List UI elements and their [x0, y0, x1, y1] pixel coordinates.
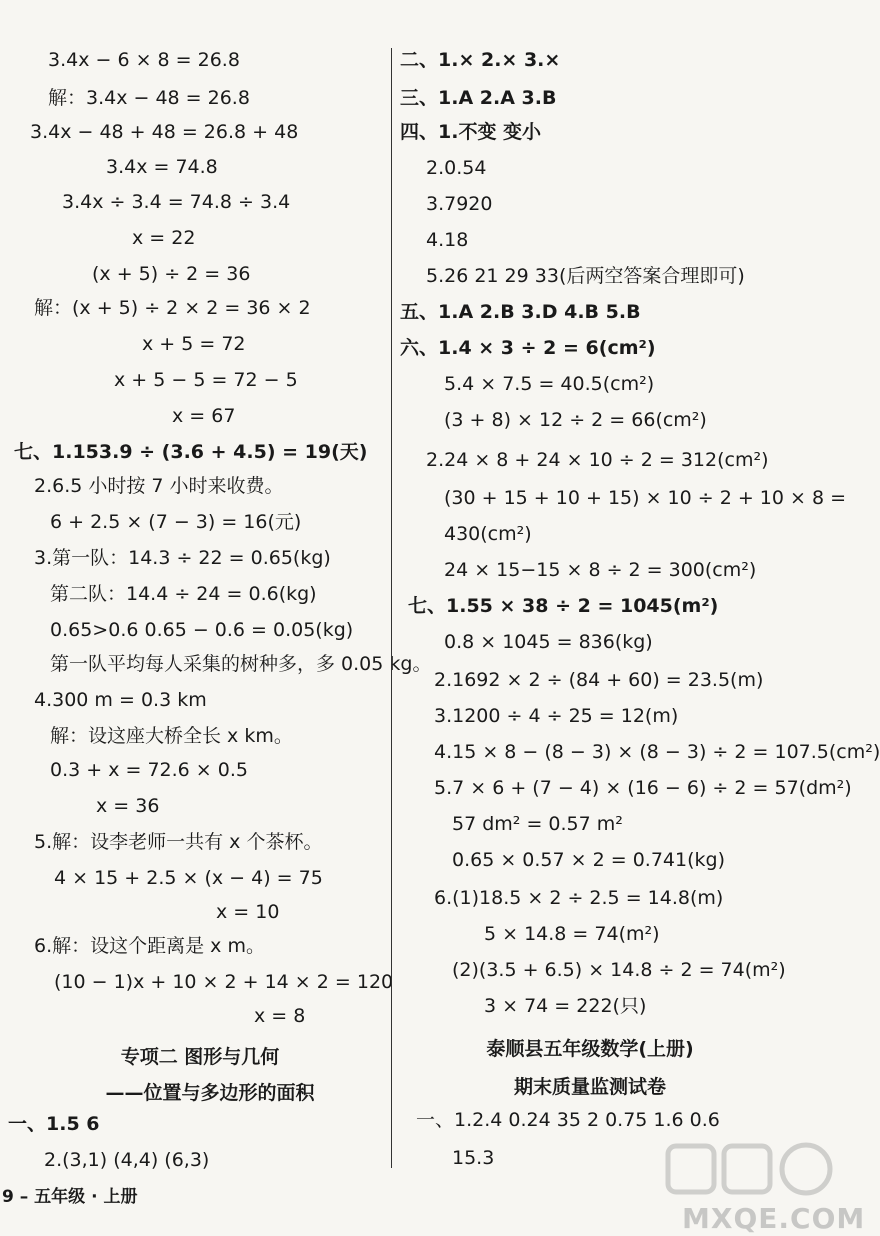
- right-line-8: 五、1.A 2.B 3.D 4.B 5.B: [400, 301, 641, 323]
- left-line-10: x + 5 − 5 = 72 − 5: [114, 369, 298, 391]
- left-line-11: x = 67: [172, 405, 236, 427]
- left-line-26: 6.解：设这个距离是 x m。: [34, 935, 265, 957]
- right-line-14: 430(cm²): [444, 523, 532, 545]
- left-line-25: x = 10: [216, 901, 280, 923]
- left-line-4: 3.4x = 74.8: [106, 156, 218, 178]
- right-line-10: 5.4 × 7.5 = 40.5(cm²): [444, 373, 655, 395]
- left-line-23: 5.解：设李老师一共有 x 个茶杯。: [34, 831, 323, 853]
- right-line-6: 4.18: [426, 229, 469, 251]
- right-line-15: 24 × 15−15 × 8 ÷ 2 = 300(cm²): [444, 559, 757, 581]
- right-line-2: 三、1.A 2.A 3.B: [400, 87, 557, 109]
- right-line-9: 六、1.4 × 3 ÷ 2 = 6(cm²): [400, 337, 656, 359]
- right-line-24: 6.(1)18.5 × 2 ÷ 2.5 = 14.8(m): [434, 887, 724, 909]
- left-line-13: 2.6.5 小时按 7 小时来收费。: [34, 475, 284, 497]
- exam-title: 泰顺县五年级数学(上册): [486, 1038, 694, 1060]
- left-line-16: 第二队：14.4 ÷ 24 = 0.6(kg): [50, 583, 317, 605]
- right-line-5: 3.7920: [426, 193, 493, 215]
- right-line-17: 0.8 × 1045 = 836(kg): [444, 631, 653, 653]
- right-line-25: 5 × 14.8 = 74(m²): [484, 923, 660, 945]
- left-line-5: 3.4x ÷ 3.4 = 74.8 ÷ 3.4: [62, 191, 291, 213]
- left-tail-line-1: 一、1.5 6: [8, 1113, 100, 1135]
- right-line-21: 5.7 × 6 + (7 − 4) × (16 − 6) ÷ 2 = 57(dm²): [434, 777, 852, 799]
- left-line-20: 解：设这座大桥全长 x km。: [50, 725, 293, 747]
- right-line-22: 57 dm² = 0.57 m²: [452, 813, 623, 835]
- page-footer: 9 – 五年级 · 上册: [2, 1187, 138, 1207]
- right-line-23: 0.65 × 0.57 × 2 = 0.741(kg): [452, 849, 725, 871]
- left-line-28: x = 8: [254, 1005, 306, 1027]
- right-tail-line-2: 15.3: [452, 1147, 495, 1169]
- left-line-18: 第一队平均每人采集的树种多，多 0.05 kg。: [50, 653, 432, 675]
- right-line-13: (30 + 15 + 10 + 15) × 10 ÷ 2 + 10 × 8 =: [444, 487, 847, 509]
- left-line-17: 0.65>0.6 0.65 − 0.6 = 0.05(kg): [50, 619, 354, 641]
- right-line-4: 2.0.54: [426, 157, 487, 179]
- left-line-12: 七、1.153.9 ÷ (3.6 + 4.5) = 19(天): [14, 441, 368, 463]
- left-line-9: x + 5 = 72: [142, 333, 246, 355]
- right-line-26: (2)(3.5 + 6.5) × 14.8 ÷ 2 = 74(m²): [452, 959, 786, 981]
- right-line-27: 3 × 74 = 222(只): [484, 995, 647, 1017]
- left-line-8: 解：(x + 5) ÷ 2 × 2 = 36 × 2: [34, 297, 311, 319]
- watermark-text: MXQE.COM: [682, 1202, 866, 1235]
- left-line-14: 6 + 2.5 × (7 − 3) = 16(元): [50, 511, 302, 533]
- left-line-1: 3.4x − 6 × 8 = 26.8: [48, 49, 240, 71]
- left-line-7: (x + 5) ÷ 2 = 36: [92, 263, 251, 285]
- right-line-7: 5.26 21 29 33(后两空答案合理即可): [426, 265, 745, 287]
- left-line-2: 解：3.4x − 48 = 26.8: [48, 87, 250, 109]
- section-title: 专项二 图形与几何: [120, 1046, 280, 1068]
- right-line-1: 二、1.× 2.× 3.×: [400, 49, 561, 71]
- column-divider: [391, 48, 392, 1168]
- left-line-19: 4.300 m = 0.3 km: [34, 689, 207, 711]
- exam-subtitle: 期末质量监测试卷: [513, 1076, 666, 1098]
- right-line-19: 3.1200 ÷ 4 ÷ 25 = 12(m): [434, 705, 679, 727]
- right-line-11: (3 + 8) × 12 ÷ 2 = 66(cm²): [444, 409, 707, 431]
- right-line-16: 七、1.55 × 38 ÷ 2 = 1045(m²): [408, 595, 719, 617]
- right-line-20: 4.15 × 8 − (8 − 3) × (8 − 3) ÷ 2 = 107.5(cm²): [434, 741, 880, 763]
- left-line-21: 0.3 + x = 72.6 × 0.5: [50, 759, 248, 781]
- section-subtitle: ——位置与多边形的面积: [105, 1082, 315, 1104]
- left-line-24: 4 × 15 + 2.5 × (x − 4) = 75: [54, 867, 323, 889]
- right-line-12: 2.24 × 8 + 24 × 10 ÷ 2 = 312(cm²): [426, 449, 769, 471]
- left-line-27: (10 − 1)x + 10 × 2 + 14 × 2 = 120: [54, 971, 394, 993]
- right-line-3: 四、1.不变 变小: [400, 121, 542, 143]
- left-line-22: x = 36: [96, 795, 160, 817]
- left-tail-line-2: 2.(3,1) (4,4) (6,3): [44, 1149, 210, 1171]
- right-line-18: 2.1692 × 2 ÷ (84 + 60) = 23.5(m): [434, 669, 764, 691]
- left-line-15: 3.第一队：14.3 ÷ 22 = 0.65(kg): [34, 547, 331, 569]
- left-line-6: x = 22: [132, 227, 196, 249]
- left-line-3: 3.4x − 48 + 48 = 26.8 + 48: [30, 121, 299, 143]
- right-tail-line-1: 一、1.2.4 0.24 35 2 0.75 1.6 0.6: [416, 1109, 720, 1131]
